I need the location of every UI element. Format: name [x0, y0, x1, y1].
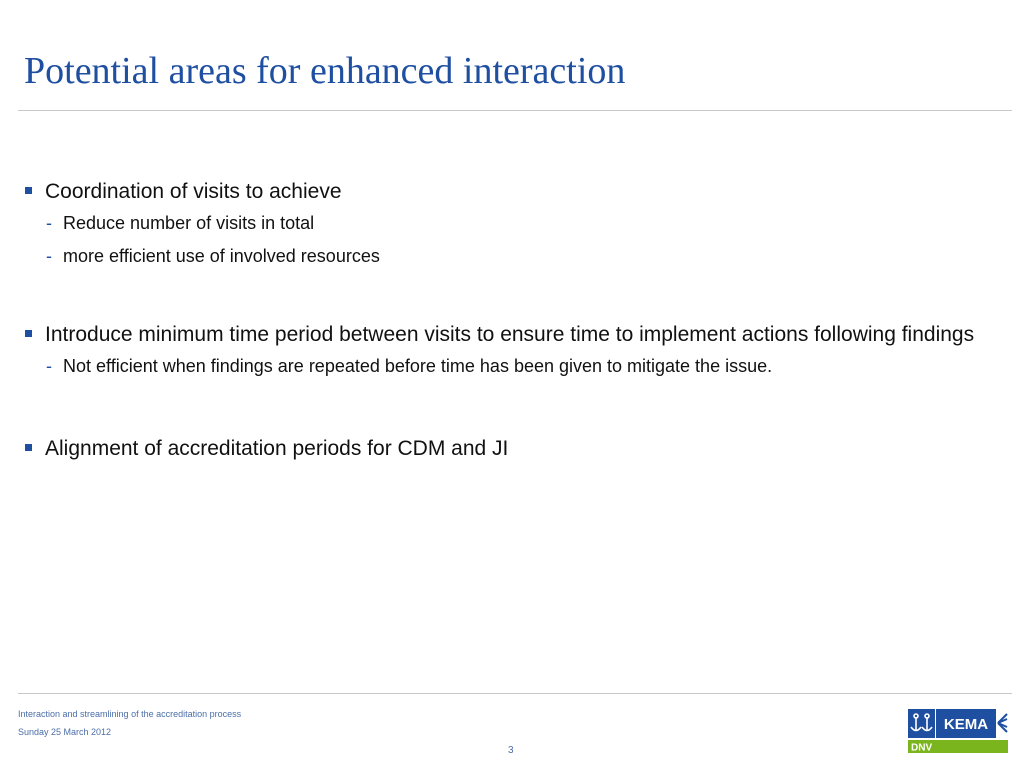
dash-marker: -: [46, 356, 52, 376]
bullet-text: Coordination of visits to achieve: [45, 180, 342, 203]
dash-marker: -: [46, 246, 52, 266]
title-divider: [18, 110, 1012, 111]
page-number: 3: [508, 745, 514, 756]
sub-bullet-text: more efficient use of involved resources: [63, 246, 380, 266]
sub-bullet-text: Not efficient when findings are repeated before time has been given to mitigate the issue.: [63, 356, 773, 376]
slide-title: Potential areas for enhanced interaction: [24, 50, 626, 92]
kema-logo-text: KEMA: [943, 716, 989, 733]
square-bullet-icon: [25, 187, 32, 194]
sub-bullet: [22, 240, 1012, 273]
sub-bullet: [22, 207, 1012, 240]
footer-presentation-title: Interaction and streamlining of the accreditation process: [18, 709, 242, 719]
bullet-minimum-time-period: [22, 319, 1012, 350]
square-bullet-icon: [25, 444, 32, 451]
sub-bullet: [22, 350, 1012, 383]
bullet-text: Alignment of accreditation periods for CDM and JI: [45, 437, 509, 460]
square-bullet-icon: [25, 330, 32, 337]
bullet-text: Introduce minimum time period between visits to ensure time to implement actions following findings: [45, 323, 975, 346]
dash-marker: -: [46, 213, 52, 233]
dnv-logo-text: DNV: [911, 742, 933, 753]
bullet-alignment: [22, 433, 1012, 464]
slide-body: [22, 176, 1012, 464]
footer-date: Sunday 25 March 2012: [18, 727, 112, 737]
sub-bullet-text: Reduce number of visits in total: [63, 213, 315, 233]
kema-dnv-logo: [908, 709, 1008, 753]
footer-divider: [18, 693, 1012, 694]
bullet-coordination: [22, 176, 1012, 207]
